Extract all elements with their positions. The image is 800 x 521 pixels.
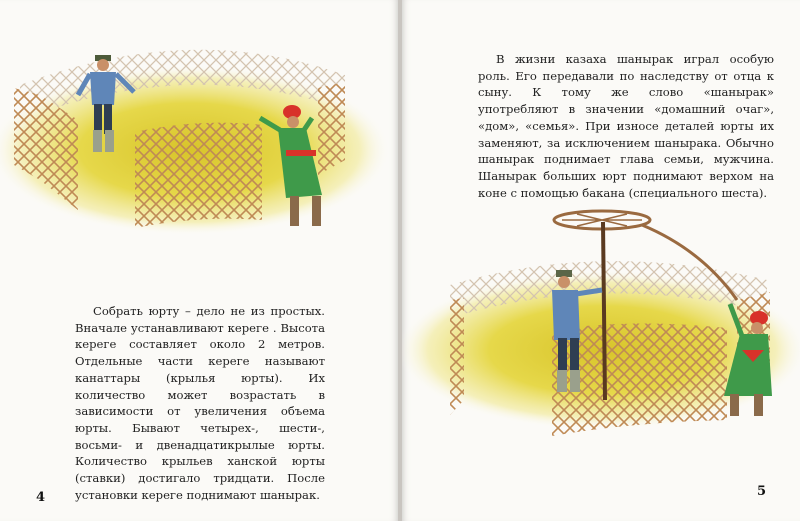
right-page-text: [478, 51, 774, 201]
lattice-wall-front: [135, 123, 262, 228]
lattice-wall-left: [450, 298, 464, 415]
shanyrak-raising-illustration: [402, 200, 800, 460]
left-page: [0, 0, 398, 521]
bakan-pole: [603, 222, 605, 400]
page-number-left: 4: [36, 490, 46, 505]
yurt-assembly-illustration: [0, 0, 398, 250]
left-paragraph: Собрать юрту – дело не из простых. Вначале устанавливают кереге . Высота кереге составляет около 2 метров. Отдельные части кереге называют канаттары (крылья юрты). Их количество может возрастать в зависимости от увеличения объема юрты. Бывают четырех-, шести-, восьми- и двенадцатикрылые юрты. Количество крыльев ханской юрты (ставки) достигало тридцати. После установки кереге поднимают шанырак.: [75, 304, 325, 502]
left-page-text: [75, 303, 325, 503]
right-paragraph: В жизни казаха шанырак играл особую роль. Его передавали по наследству от отца к сыну. К тому же слово «шанырак» употребляют в значении «домашний очаг», «дом», «семья». При износе деталей юрты их заменяют, за исключением шанырака. Обычно шанырак поднимает глава семьи, мужчина. Шанырак больших юрт поднимают верхом на коне с помощью бакана (специального шеста).: [478, 52, 774, 200]
right-page: [402, 0, 800, 521]
page-number-right: 5: [757, 484, 767, 499]
lattice-wall-right: [318, 82, 345, 175]
